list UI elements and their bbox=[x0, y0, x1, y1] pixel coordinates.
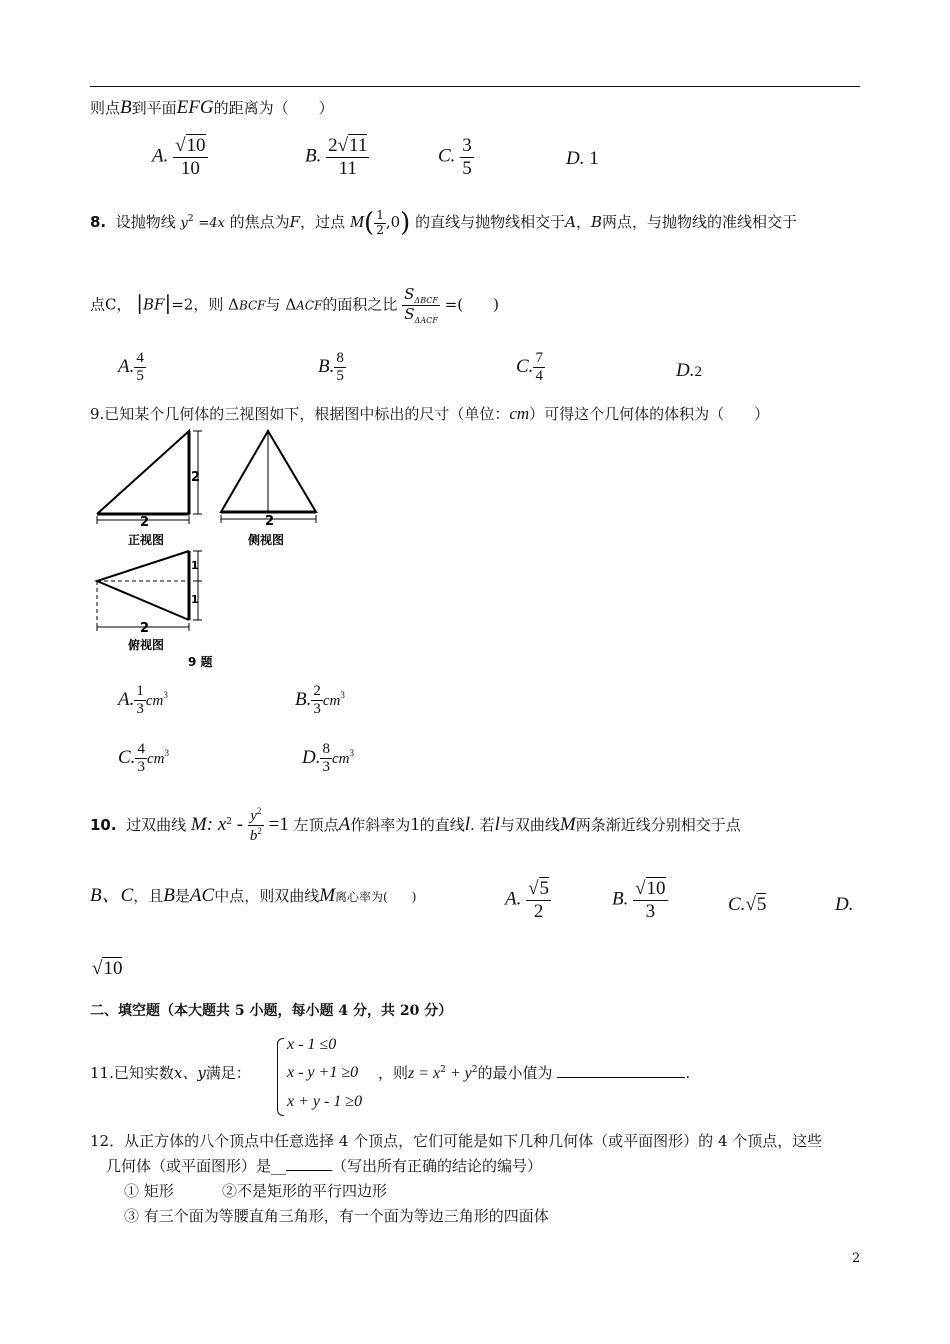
q9-stem: 9.已知某个几何体的三视图如下，根据图中标出的尺寸（单位：cm）可得这个几何体的体积为（ ） bbox=[90, 404, 770, 423]
q10-option-a: A. $\frac{√5}{2}$ bbox=[505, 878, 550, 922]
q11-answer-blank[interactable] bbox=[557, 1063, 685, 1078]
side-width-dim: 2 bbox=[265, 514, 275, 529]
q10-option-b: B. $\frac{√10}{3}$ bbox=[612, 878, 666, 922]
q12-line1: 12．从正方体的八个顶点中任意选择 4 个顶点，它们可能是如下几种几何体（或平面图形）的 4 个顶点，这些 bbox=[90, 1132, 823, 1150]
q10-line2: B、C，且B是AC中点，则双曲线M离心率为( ) bbox=[90, 885, 417, 906]
top-dim-upper: 1 bbox=[191, 559, 199, 572]
q10-option-d-value: √10 bbox=[92, 958, 123, 979]
top-width-dim: 2 bbox=[140, 621, 150, 636]
front-view-shape bbox=[97, 431, 189, 514]
q11-constraint-brace bbox=[277, 1038, 284, 1116]
q7-option-a: A. $\frac{√10}{10}$ bbox=[152, 135, 206, 179]
front-view-label: 正视图 bbox=[128, 533, 165, 547]
q8-option-b: B. $\frac{8}{5}$ bbox=[318, 350, 344, 385]
q11-objective: ，则$z = x^2 + y^2$的最小值为 . bbox=[378, 1064, 691, 1082]
q10-option-d-label: D. bbox=[835, 894, 854, 915]
q8-option-d: D.2 bbox=[676, 360, 702, 381]
q12-line2: 几何体（或平面图形）是__ （写出所有正确的结论的编号） bbox=[106, 1157, 543, 1175]
side-view-label: 侧视图 bbox=[248, 533, 285, 547]
q11-constraint-3: x + y - 1 ≥0 bbox=[287, 1093, 363, 1110]
q12-answer-blank[interactable] bbox=[286, 1156, 332, 1171]
q9-three-views-figure bbox=[88, 425, 328, 670]
q8-line2: 点C， |BF|=2，则 ΔBCF与 ΔACF的面积之比 $\frac{S_{\Delta BCF}}{S_{\Delta ACF}}$ =( ) bbox=[90, 285, 499, 326]
section-2-title: 二、填空题（本大题共 5 小题，每小题 4 分，共 20 分） bbox=[90, 1003, 453, 1019]
q7-option-b: B. $\frac{2√11}{11}$ bbox=[305, 135, 368, 179]
top-view-label: 俯视图 bbox=[128, 638, 165, 652]
q10-option-c: C.√5 bbox=[728, 894, 767, 915]
q11-constraint-1: x - 1 ≤0 bbox=[287, 1036, 337, 1053]
q7-option-c: C. $\frac{3}{5}$ bbox=[438, 135, 472, 179]
figure-label: 9 题 bbox=[188, 655, 213, 669]
page-number: 2 bbox=[852, 1251, 861, 1266]
header-rule bbox=[90, 86, 860, 87]
q12-option-1: ① 矩形 bbox=[124, 1182, 174, 1200]
q9-option-b: B. $\frac{2}{3}$ $cm^3$ bbox=[295, 683, 345, 718]
front-width-dim: 2 bbox=[140, 515, 150, 530]
front-height-dim: 2 bbox=[191, 470, 201, 485]
q7-option-d: D. 1 bbox=[566, 148, 599, 169]
q8-line1: 8. 设抛物线 $y^2 =4x$ 的焦点为F，过点 M( $\frac{1}{2}$ ,0) 的直线与抛物线相交于A，B两点，与抛物线的准线相交于 bbox=[90, 207, 798, 238]
q8-option-a: A. $\frac{4}{5}$ bbox=[118, 350, 144, 385]
q11-constraint-2: x - y +1 ≥0 bbox=[287, 1064, 359, 1081]
q9-option-d: D. $\frac{8}{3}$ $cm^3$ bbox=[302, 741, 354, 776]
q12-option-2: ②不是矩形的平行四边形 bbox=[222, 1182, 388, 1200]
q8-option-c: C. $\frac{7}{4}$ bbox=[516, 350, 543, 385]
top-view-shape bbox=[97, 551, 189, 620]
q11: 11.已知实数x、y满足： bbox=[90, 1064, 251, 1082]
q10-line1: 10. 过双曲线 M: $x^2$ - $\frac{y^2}{b^2}$ =1 左顶点A作斜率为1的直线l. 若l与双曲线M两条渐近线分别相交于点 bbox=[90, 806, 741, 845]
q12-option-3: ③ 有三个面为等腰直角三角形，有一个面为等边三角形的四面体 bbox=[124, 1207, 549, 1225]
q7-stem: 则点B到平面EFG的距离为（ ） bbox=[90, 97, 334, 118]
q9-option-c: C. $\frac{4}{3}$ $cm^3$ bbox=[118, 741, 169, 776]
q9-option-a: A. $\frac{1}{3}$ $cm^3$ bbox=[118, 683, 168, 718]
top-dim-lower: 1 bbox=[191, 593, 199, 606]
